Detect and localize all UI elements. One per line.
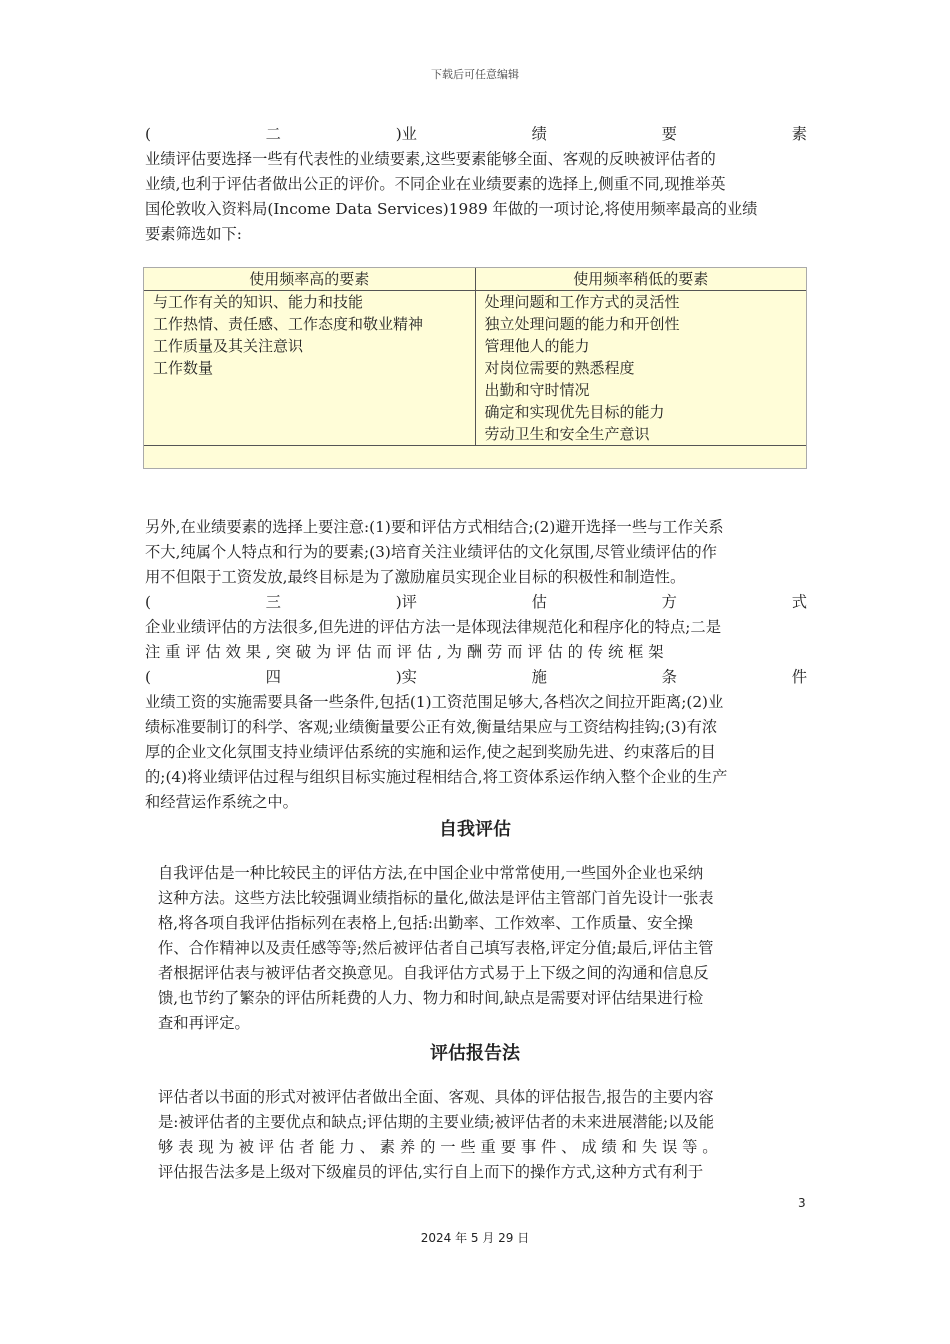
section-3-heading (145, 590, 807, 615)
text-line: 绩标准要制订的科学、客观;业绩衡量要公正有效,衡量结果应与工资结构挂钩;(3)有浓 (145, 718, 718, 736)
table-cell: 对岗位需要的熟悉程度 (484, 359, 635, 377)
text-line: 业绩,也利于评估者做出公正的评价。不同企业在业绩要素的选择上,侧重不同,现推举英 (145, 175, 726, 193)
table-cell: 处理问题和工作方式的灵活性 (484, 293, 680, 311)
heading-part: 条 (661, 668, 677, 686)
table-header-low-frequency: 使用频率稍低的要素 (475, 268, 807, 290)
text-line: 这种方法。这些方法比较强调业绩指标的量化,做法是评估主管部门首先设计一张表 (158, 889, 714, 907)
text-line: 馈,也节约了繁杂的评估所耗费的人力、物力和时间,缺点是需要对评估结果进行检 (158, 989, 704, 1007)
heading-part: )实 (395, 668, 417, 686)
heading-part: 绩 (531, 125, 547, 143)
heading-part: ( (145, 593, 151, 611)
text-line: 要素筛选如下: (145, 225, 242, 243)
text-line: 者根据评估表与被评估者交换意见。自我评估方式易于上下级之间的沟通和信息反 (158, 964, 709, 982)
text-line: 作、合作精神以及责任感等等;然后被评估者自己填写表格,评定分值;最后,评估主管 (158, 939, 714, 957)
table-cell: 确定和实现优先目标的能力 (484, 403, 665, 421)
heading-part: 估 (531, 593, 547, 611)
table-header-high-frequency: 使用频率高的要素 (249, 270, 370, 288)
text-line: 的;(4)将业绩评估过程与组织目标实施过程相结合,将工资体系运作纳入整个企业的生产 (145, 768, 728, 786)
text-line: 格,将各项自我评估指标列在表格上,包括:出勤率、工作效率、工作质量、安全操 (158, 914, 693, 932)
footer-date: 2024 年 5 月 29 日 (420, 1231, 530, 1245)
table-cell: 管理他人的能力 (484, 337, 590, 355)
text-line: 国伦敦收入资料局(Income Data Services)1989 年做的一项讨论,将使用频率最高的业绩 (145, 200, 758, 218)
text-line: 业绩工资的实施需要具备一些条件,包括(1)工资范围足够大,各档次之间拉开距离;(2)业 (145, 693, 724, 711)
heading-part: )业 (395, 125, 417, 143)
heading-part: 二 (265, 125, 281, 143)
text-line: 厚的企业文化氛围支持业绩评估系统的实施和运作,使之起到奖励先进、约束落后的目 (145, 743, 716, 761)
table-cell: 独立处理问题的能力和开创性 (484, 315, 680, 333)
page-header: 下载后可任意编辑 (431, 68, 519, 81)
text-line: 评估报告法多是上级对下级雇员的评估,实行自上而下的操作方式,这种方式有利于 (158, 1163, 704, 1181)
table-cell: 工作热情、责任感、工作态度和敬业精神 (153, 315, 424, 333)
heading-part: )评 (395, 593, 417, 611)
text-line: 注 重 评 估 效 果 , 突 破 为 评 估 而 评 估 , 为 酬 劳 而 评 估 的 传 统 框 架 (145, 643, 664, 661)
text-line: 业绩评估要选择一些有代表性的业绩要素,这些要素能够全面、客观的反映被评估者的 (145, 150, 716, 168)
text-line: 自我评估是一种比较民主的评估方法,在中国企业中常常使用,一些国外企业也采纳 (158, 864, 704, 882)
page-number: 3 (798, 1196, 806, 1210)
self-eval-body (158, 860, 794, 1035)
section-extra (145, 515, 807, 815)
text-line: 另外,在业绩要素的选择上要注意:(1)要和评估方式相结合;(2)避开选择一些与工作关系 (145, 518, 724, 536)
table-cell: 出勤和守时情况 (484, 381, 590, 399)
heading-part: 四 (265, 668, 281, 686)
text-line: 不大,纯属个人特点和行为的要素;(3)培育关注业绩评估的文化氛围,尽管业绩评估的作 (145, 543, 717, 561)
heading-part: 方 (661, 593, 677, 611)
section-4-heading (145, 665, 807, 690)
text-line: 够 表 现 为 被 评 估 者 能 力 、 素 养 的 一 些 重 要 事 件 、 成 绩 和 失 误 等 。 (158, 1138, 718, 1156)
text-line: 评估者以书面的形式对被评估者做出全面、客观、具体的评估报告,报告的主要内容 (158, 1088, 714, 1106)
heading-part: 施 (531, 668, 547, 686)
heading-part: ( (145, 668, 151, 686)
text-line: 企业业绩评估的方法很多,但先进的评估方法一是体现法律规范化和程序化的特点;二是 (145, 618, 722, 636)
performance-factors-table (143, 267, 807, 469)
heading-part: ( (145, 125, 151, 143)
heading-part: 三 (265, 593, 281, 611)
section-2-heading (145, 122, 807, 147)
text-line: 是:被评估者的主要优点和缺点;评估期的主要业绩;被评估者的未来进展潜能;以及能 (158, 1113, 715, 1131)
text-line: 查和再评定。 (158, 1014, 250, 1032)
heading-part: 件 (791, 668, 807, 686)
table-column-high (144, 291, 475, 445)
table-body-row (144, 291, 806, 446)
text-line: 和经营运作系统之中。 (145, 793, 298, 811)
heading-part: 式 (791, 593, 807, 611)
table-column-low (475, 291, 807, 445)
table-cell: 劳动卫生和安全生产意识 (484, 425, 650, 443)
text-line: 用不但限于工资发放,最终目标是为了激励雇员实现企业目标的积极性和制造性。 (145, 568, 686, 586)
table-cell: 工作质量及其关注意识 (153, 337, 304, 355)
self-eval-title: 自我评估 (439, 819, 511, 840)
heading-part: 要 (661, 125, 677, 143)
table-cell: 与工作有关的知识、能力和技能 (153, 293, 364, 311)
report-title: 评估报告法 (430, 1043, 520, 1064)
table-header-row (144, 268, 806, 291)
heading-part: 素 (791, 125, 807, 143)
report-body (158, 1084, 794, 1184)
section-2 (145, 122, 807, 247)
table-cell: 工作数量 (153, 359, 214, 377)
